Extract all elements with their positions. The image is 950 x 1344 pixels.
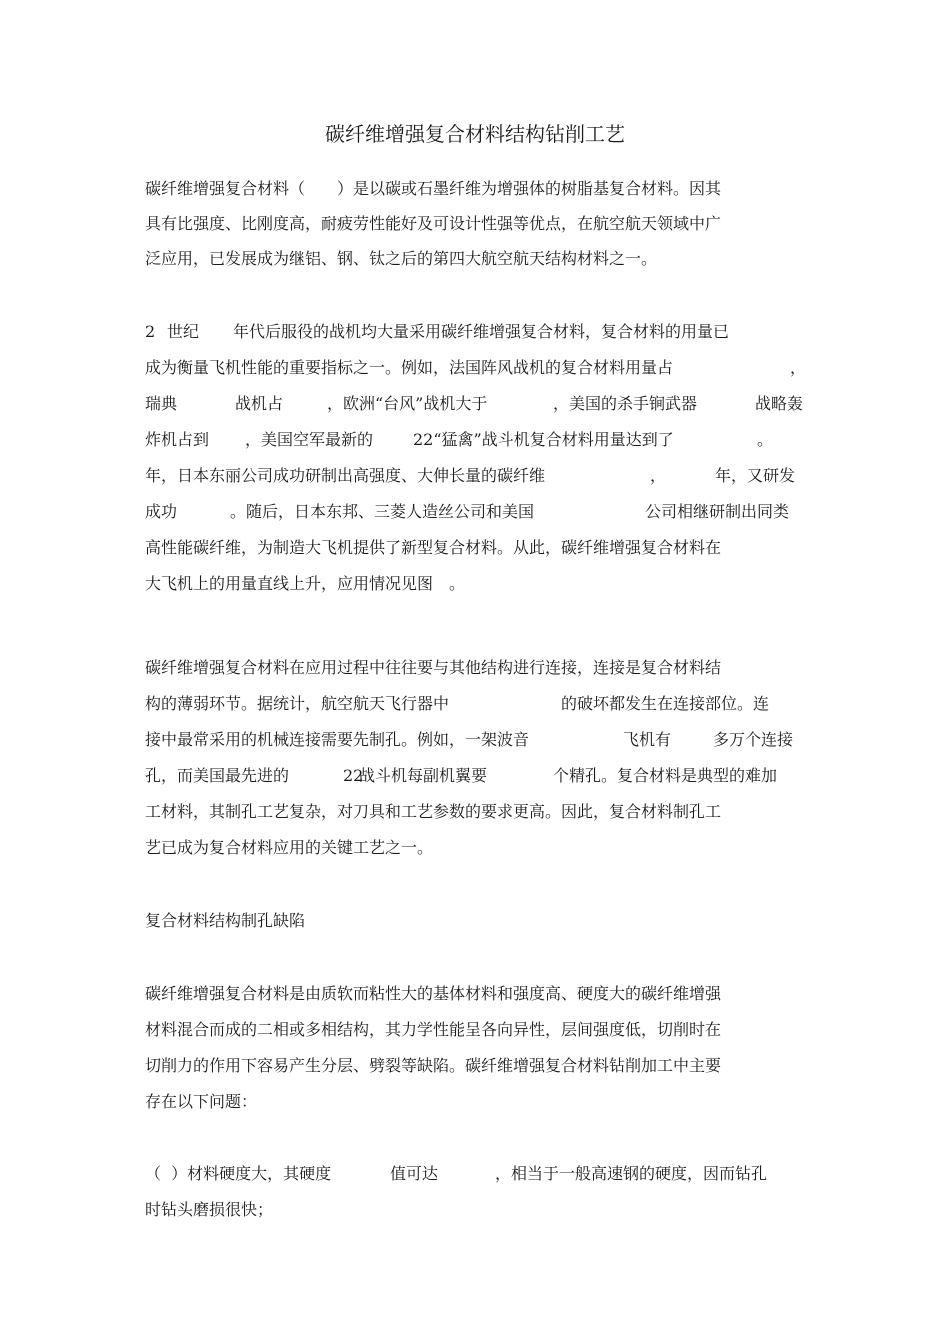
intro-line-2: 具有比强度、比刚度高，耐疲劳性能好及可设计性强等优点，在航空航天领域中广 — [145, 214, 722, 233]
connection-line-3-seg-b: 飞机有 — [623, 730, 672, 749]
history-line-1-seg-a: 2 — [145, 322, 156, 341]
connection-line-4-seg-c: 战斗机每副机翼要 — [359, 766, 488, 785]
history-line-6 — [145, 500, 815, 620]
history-line-1-seg-b: 世纪 — [167, 322, 200, 341]
history-line-3-seg-b: 战机占 — [235, 394, 284, 413]
item1-line-1 — [145, 1162, 815, 1282]
history-line-5-seg-b: ， — [650, 466, 667, 485]
section-heading: 复合材料结构制孔缺陷 — [145, 911, 306, 930]
document-title: 碳纤维增强复合材料结构钻削工艺 — [325, 122, 625, 146]
connection-line-3-seg-c: 多万个连接 — [713, 730, 794, 749]
history-line-6-seg-a: 成功 — [145, 502, 178, 521]
connection-line-4-seg-a: 孔，而美国最先进的 — [145, 766, 290, 785]
history-line-4-seg-a: 炸机占到 — [145, 430, 210, 449]
history-line-5-seg-a: 年，日本东丽公司成功研制出高强度、大伸长量的碳纤维 — [145, 466, 546, 485]
history-line-8: 大飞机上的用量直线上升，应用情况见图 。 — [145, 574, 466, 593]
history-line-4-seg-d: 。 — [757, 430, 774, 449]
connection-line-1: 碳纤维增强复合材料在应用过程中往往要与其他结构进行连接，连接是复合材料结 — [145, 658, 722, 677]
connection-line-4-seg-d: 个精孔。复合材料是典型的难加 — [553, 766, 778, 785]
history-line-4-seg-c: 22“猛禽”战斗机复合材料用量达到了 — [413, 430, 674, 449]
item1-line-1-seg-c: ，相当于一般高速钢的硬度，因而钻孔 — [495, 1164, 768, 1183]
history-line-4-seg-b: ，美国空军最新的 — [245, 430, 374, 449]
defects-line-3: 切削力的作用下容易产生分层、劈裂等缺陷。碳纤维增强复合材料钻削加工中主要 — [145, 1056, 722, 1075]
item1-line-1-seg-b: 值可达 — [390, 1164, 439, 1183]
defects-line-2: 材料混合而成的二相或多相结构，其力学性能呈各向异性，层间强度低，切削时在 — [145, 1020, 722, 1039]
connection-line-5: 工材料，其制孔工艺复杂，对刀具和工艺参数的要求更高。因此，复合材料制孔工 — [145, 802, 722, 821]
intro-line-1: 碳纤维增强复合材料（ ）是以碳或石墨纤维为增强体的树脂基复合材料。因其 — [145, 179, 722, 198]
history-line-3-seg-d: ，美国的杀手锏武器 — [553, 394, 698, 413]
connection-line-2-seg-b: 的破坏都发生在连接部位。连 — [561, 694, 770, 713]
history-line-2-seg-b: ， — [790, 358, 807, 377]
item1-line-2: 时钻头磨损很快； — [145, 1200, 274, 1219]
intro-line-3: 泛应用，已发展成为继铝、钢、钛之后的第四大航空航天结构材料之一。 — [145, 249, 658, 268]
history-line-2-seg-a: 成为衡量飞机性能的重要指标之一。例如，法国阵风战机的复合材料用量占 — [145, 358, 674, 377]
history-line-6-seg-b: 。随后，日本东邦、三菱人造丝公司和美国 — [230, 502, 535, 521]
defects-line-1: 碳纤维增强复合材料是由质软而粘性大的基体材料和强度高、硬度大的碳纤维增强 — [145, 984, 722, 1003]
connection-line-4-seg-b: 22 — [343, 766, 364, 785]
connection-line-3-seg-a: 接中最常采用的机械连接需要先制孔。例如，一架波音 — [145, 730, 530, 749]
defects-line-4: 存在以下问题： — [145, 1092, 258, 1111]
history-line-1-seg-c: 年代后服役的战机均大量采用碳纤维增强复合材料，复合材料的用量已 — [233, 322, 730, 341]
history-line-5-seg-c: 年，又研发 — [715, 466, 796, 485]
item1-line-1-seg-a: （ ）材料硬度大，其硬度 — [145, 1164, 332, 1183]
history-line-6-seg-c: 公司相继研制出同类 — [645, 502, 790, 521]
connection-line-2-seg-a: 构的薄弱环节。据统计，航空航天飞行器中 — [145, 694, 450, 713]
history-line-3-seg-c: ，欧洲“台风”战机大于 — [327, 394, 488, 413]
history-line-3-seg-a: 瑞典 — [145, 394, 178, 413]
connection-line-6: 艺已成为复合材料应用的关键工艺之一。 — [145, 838, 434, 857]
history-line-7: 高性能碳纤维，为制造大飞机提供了新型复合材料。从此，碳纤维增强复合材料在 — [145, 538, 722, 557]
history-line-3-seg-e: 战略轰 — [755, 394, 804, 413]
